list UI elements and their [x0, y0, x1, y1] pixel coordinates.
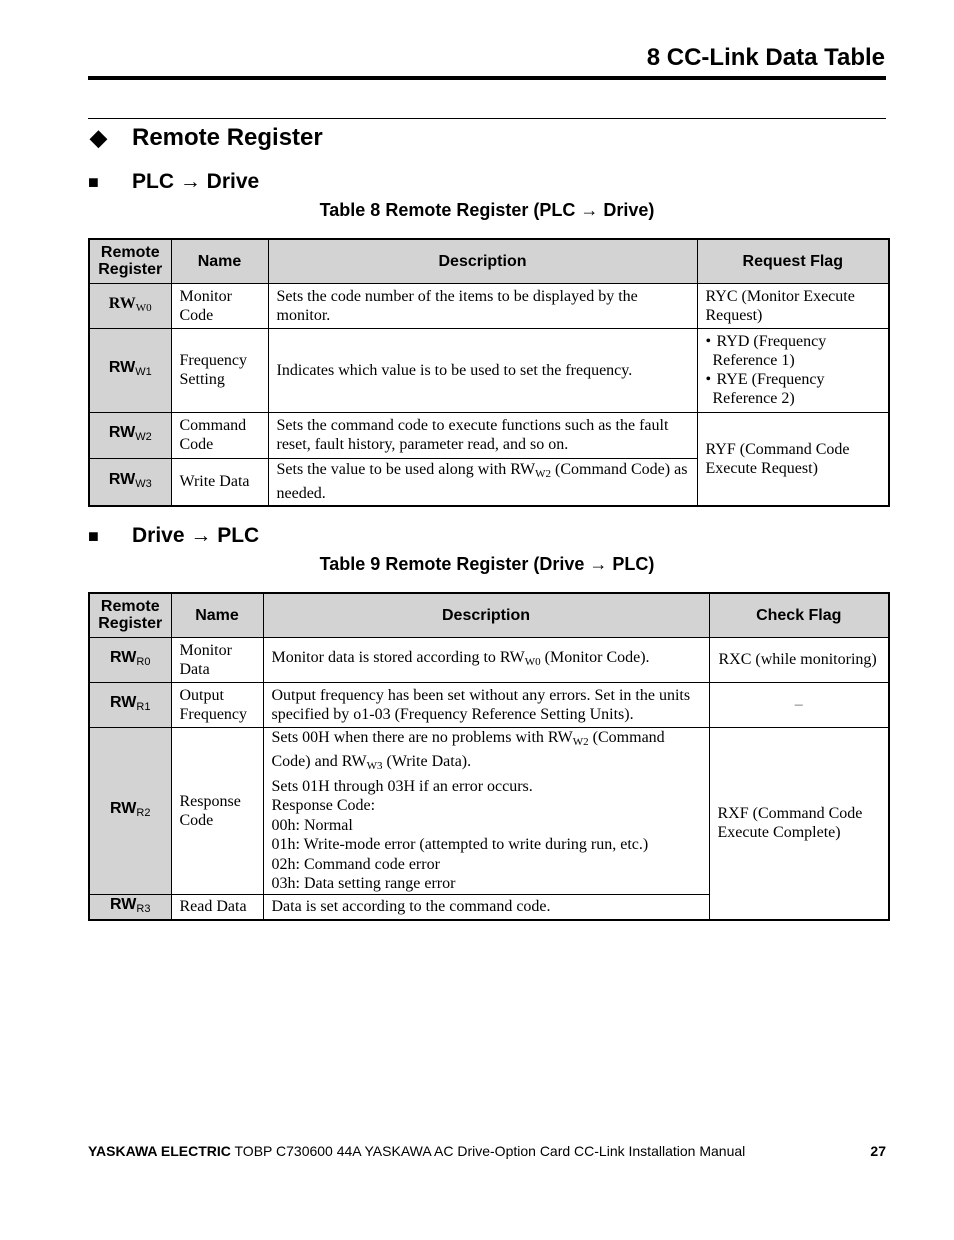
chapter-title: 8 CC-Link Data Table: [646, 44, 885, 71]
name-cell: Write Data: [171, 458, 268, 506]
column-header: Check Flag: [709, 593, 889, 637]
name-cell: Monitor Data: [171, 637, 263, 682]
register-cell: $RW_{W0}$: [89, 283, 171, 328]
table-row: [89, 328, 889, 412]
description-cell: Sets the value to be used along with RWW2 (Command Code) as needed.: [268, 458, 697, 506]
description-line: Sets 00H when there are no problems with RWW2 (Command Code) and RWW3 (Write Data).: [271, 728, 665, 772]
section-heading: [90, 124, 323, 152]
description-line: Response Code:: [271, 797, 376, 814]
column-header: Name: [171, 593, 263, 637]
register-cell: $RW_{R1}$: [89, 682, 171, 727]
description-cell: Monitor data is stored according to RWW0 (Monitor Code).: [263, 637, 709, 682]
square-bullet-icon: ■: [88, 171, 99, 192]
name-cell: Monitor Code: [171, 283, 268, 328]
subsection-heading-drive-to-plc: [88, 524, 259, 548]
table-header-row: [89, 593, 889, 637]
description-line: 01h: Write-mode error (attempted to write during run, etc.): [271, 836, 649, 853]
page-footer: [88, 1143, 886, 1159]
description-cell: Sets the code number of the items to be displayed by the monitor.: [268, 283, 697, 328]
footer-manual-title: [88, 1143, 745, 1159]
description-line: Sets 01H through 03H if an error occurs.: [271, 777, 533, 795]
register-cell: $RW_{R2}$: [89, 727, 171, 894]
table-plc-to-drive: [88, 238, 890, 507]
column-header: Name: [171, 239, 268, 283]
description-cell: Output frequency has been set without any errors. Set in the units specified by o1-03 (Frequency Reference Setting Units).: [263, 682, 709, 727]
name-cell: Response Code: [171, 727, 263, 894]
table-row: [89, 637, 889, 682]
name-cell: Command Code: [171, 412, 268, 458]
flag-cell: RYF (Command Code Execute Request): [697, 412, 889, 506]
name-cell: Read Data: [171, 894, 263, 920]
table-row: [89, 682, 889, 727]
table-header-row: [89, 239, 889, 283]
flag-cell: RXC (while monitoring): [709, 637, 889, 682]
flag-cell: RXF (Command Code Execute Complete): [709, 727, 889, 920]
footer-manual: TOBP C730600 44A YASKAWA AC Drive-Option Card CC-Link Installation Manual: [230, 1143, 746, 1159]
column-header: Description: [263, 593, 709, 637]
footer-brand: YASKAWA ELECTRIC: [88, 1143, 231, 1159]
table-row: [89, 412, 889, 458]
table-caption: Table 9 Remote Register (Drive → PLC): [319, 554, 655, 574]
table-row: [89, 283, 889, 328]
subsection-title: PLC → Drive: [132, 170, 260, 193]
table-row: [89, 727, 889, 894]
name-cell: Output Frequency: [171, 682, 263, 727]
register-cell: $RW_{W3}$: [89, 458, 171, 506]
description-line: 00h: Normal: [271, 816, 353, 834]
page-number: 27: [870, 1143, 886, 1159]
table-caption: Table 8 Remote Register (PLC → Drive): [319, 200, 655, 220]
column-header: Request Flag: [697, 239, 889, 283]
description-line: 03h: Data setting range error: [271, 875, 456, 892]
description-cell: Indicates which value is to be used to set the frequency.: [268, 328, 697, 412]
square-bullet-icon: ■: [88, 525, 99, 546]
list-item: • RYE (Frequency Reference 2): [705, 371, 825, 407]
table-drive-to-plc: [88, 592, 890, 921]
flag-cell: RYC (Monitor Execute Request): [697, 283, 889, 328]
list-item: • RYD (Frequency Reference 1): [705, 333, 827, 369]
description-cell: Sets the command code to execute functions such as the fault reset, fault history, parameter read, and so on.: [268, 412, 697, 458]
subsection-heading-plc-to-drive: [88, 170, 259, 194]
header-rule-thick: [88, 76, 886, 80]
diamond-bullet-icon: ◆: [90, 125, 107, 150]
flag-list: [706, 332, 881, 408]
description-line: 02h: Command code error: [271, 855, 440, 873]
register-cell: $RW_{W1}$: [89, 328, 171, 412]
column-header: Description: [268, 239, 697, 283]
subsection-title: Drive → PLC: [132, 524, 260, 547]
column-header: Remote Register: [89, 239, 171, 283]
flag-cell: –: [709, 682, 889, 727]
register-cell: $RW_{R3}$: [89, 894, 171, 920]
header-rule-thin: [88, 118, 886, 119]
flag-cell: [697, 328, 889, 412]
column-header: Remote Register: [89, 593, 171, 637]
section-title: Remote Register: [132, 124, 323, 151]
description-cell: Data is set according to the command code.: [263, 894, 709, 920]
description-cell: [263, 727, 709, 894]
register-cell: $RW_{W2}$: [89, 412, 171, 458]
name-cell: Frequency Setting: [171, 328, 268, 412]
register-cell: $RW_{R0}$: [89, 637, 171, 682]
